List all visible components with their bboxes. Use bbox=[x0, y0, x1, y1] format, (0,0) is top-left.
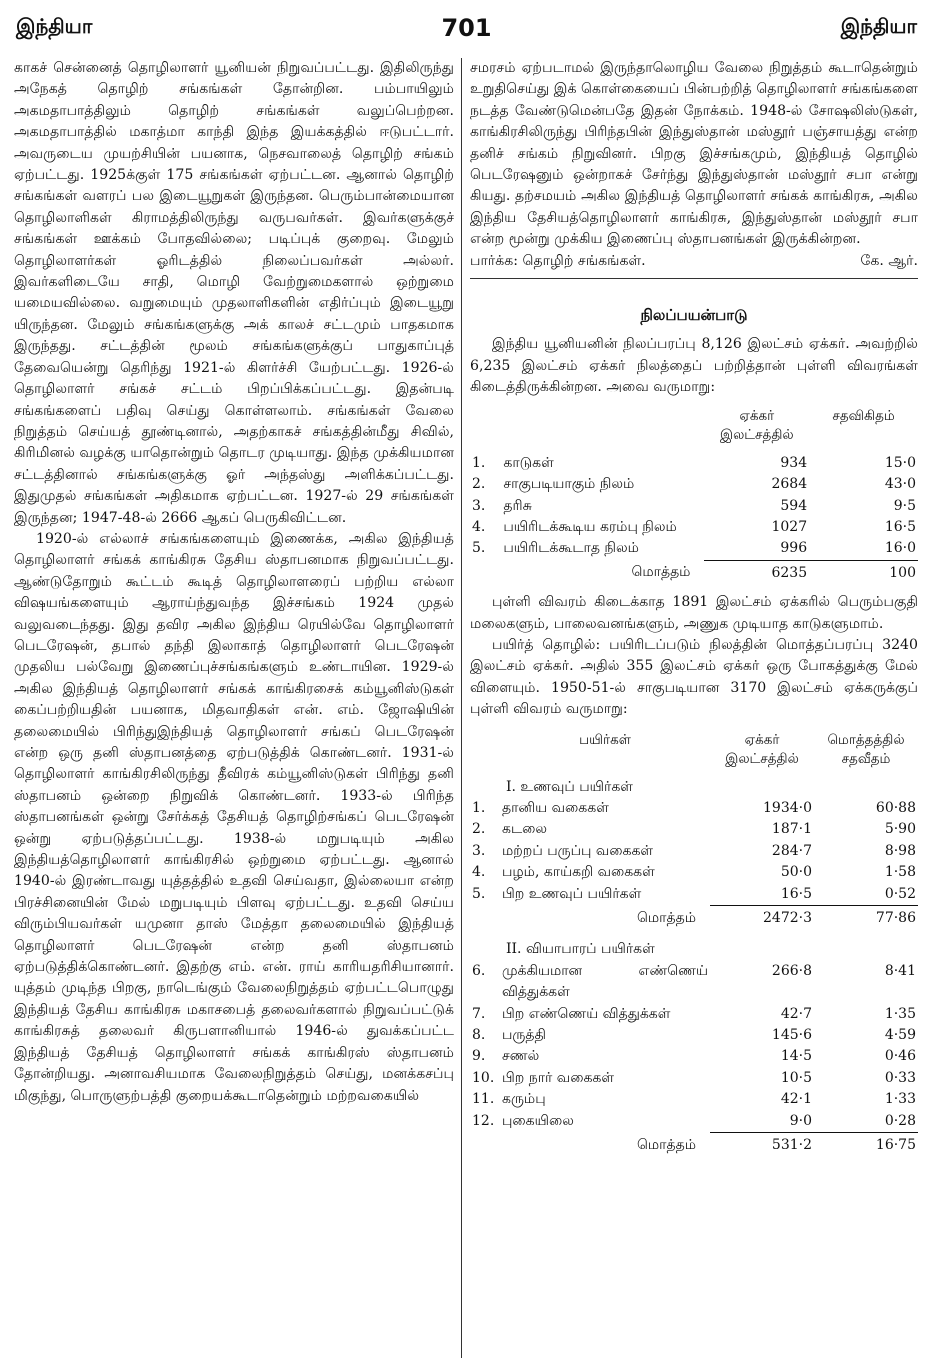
cell-acres: 1934·0 bbox=[763, 799, 812, 816]
row-number: 5. bbox=[472, 885, 486, 902]
cell-acres: 284·7 bbox=[771, 842, 812, 859]
total-row bbox=[470, 1133, 918, 1157]
table-row bbox=[470, 517, 918, 538]
row-label: கரும்பு bbox=[502, 1091, 546, 1108]
row-number: 3. bbox=[472, 842, 486, 859]
column-header: சதவிகிதம் bbox=[832, 407, 895, 424]
cell-percent: 1·33 bbox=[884, 1091, 916, 1108]
total-acres: 531·2 bbox=[710, 1133, 814, 1157]
row-number: 3. bbox=[472, 497, 486, 514]
cell-percent: 16·5 bbox=[884, 518, 916, 535]
table-row bbox=[470, 538, 918, 560]
land-use-table bbox=[470, 407, 918, 584]
table-row bbox=[470, 1025, 918, 1046]
row-number: 11. bbox=[472, 1091, 495, 1108]
column-divider bbox=[461, 58, 462, 1358]
row-label: புகையிலை bbox=[502, 1112, 574, 1129]
cell-percent: 43·0 bbox=[884, 476, 916, 493]
row-label: சாகுபடியாகும் நிலம் bbox=[503, 476, 635, 493]
total-acres: 2472·3 bbox=[710, 906, 814, 930]
table-row bbox=[470, 862, 918, 883]
row-number: 1. bbox=[472, 799, 486, 816]
right-column bbox=[470, 58, 918, 1156]
cell-percent: 1·35 bbox=[884, 1005, 916, 1022]
group-heading: I. உணவுப் பயிர்கள் bbox=[506, 778, 633, 795]
paragraph: பயிர்த் தொழில்: பயிரிடப்படும் நிலத்தின் மொத்தப்பரப்பு 3240 இலட்சம் ஏக்கர். அதில் 355 இலட்சம் ஏக்கர் ஒரு போகத்துக்கு மேல் விளையும். 1950-51-ல் சாகுபடியான 3170 இலட்சம் ஏக்கருக்குப் புள்ளி விவரம் வருமாறு: bbox=[470, 636, 918, 718]
table-row bbox=[470, 841, 918, 862]
paragraph: காகச் சென்னைத் தொழிலாளர் யூனியன் நிறுவப்பட்டது. இதிலிருந்து அநேகத் தொழிற் சங்கங்கள் தோன்றின. பம்பாயிலும் அகமதாபாத்திலும் தொழிற் சங்கங்கள் வலுப்பெற்றன. அகமதாபாத்தில் மகாத்மா காந்தி இந்த இயக்கத்தில் ஈடுபட்டார். அவருடைய முயற்சியின் பயனாக, நெசவாலைத் தொழிற் சங்கம் ஏற்பட்டது. 1925க்குள் 175 சங்கங்கள் ஏற்பட்டன. ஆனால் தொழிற் சங்கங்கள் வளரப் பல இடையூறுகள் இருந்தன. பெரும்பான்மையான தொழிலாளிகள் கிராமத்திலிருந்து வருபவர்கள். இவர்களுக்குச் சங்கங்கள் ஊக்கம் போதவில்லை; படிப்புக் குறைவு. மேலும் தொழிலாளர்கள் ஓரிடத்தில் நிலைப்பவர்கள் அல்லர். இவர்களிடையே சாதி, மொழி வேற்றுமைகளால் ஒற்றுமை யமையவில்லை. வறுமையும் முதலாளிகளின் எதிர்ப்பும் இடையூறு யிருந்தன. மேலும் சங்கங்களுக்கு அக் காலச் சட்டமும் பாதகமாக இருந்தது. சட்டத்தின் மூலம் சங்கங்களுக்குப் பாதுகாப்புத் தேவையென்று தெரிந்து 1921-ல் கிளர்ச்சி யேற்பட்டது. 1926-ல் தொழிலாளர் சங்கச் சட்டம் பிறப்பிக்கப்பட்டது. இதன்படி சங்கங்களைப் பதிவு செய்து கொள்ளலாம். சங்கங்கள் வேலை நிறுத்தம் செய்யத் தூண்டினால், அதற்காகச் சங்கத்தின்மீது சிவில், கிரிமினல் வழக்கு யாதொன்றும் தொடர முடியாது. இந்த முக்கியமான சட்டத்தினால் சங்கங்களுக்கு ஓர் அந்தஸ்து அளிக்கப்பட்டது. இதுமுதல் சங்கங்கள் அதிகமாக ஏற்பட்டன. 1927-ல் 29 சங்கங்கள் இருந்தன; 1947-48-ல் 2666 ஆகப் பெருகிவிட்டன. bbox=[14, 60, 454, 526]
article-end-rule bbox=[470, 278, 918, 279]
cell-acres: 934 bbox=[780, 454, 808, 471]
row-number: 12. bbox=[472, 1112, 495, 1129]
cell-acres: 42·1 bbox=[780, 1091, 812, 1108]
column-header: பயிர்கள் bbox=[579, 731, 631, 748]
total-label: மொத்தம் bbox=[637, 909, 696, 926]
cell-acres: 187·1 bbox=[771, 821, 812, 838]
total-row bbox=[470, 906, 918, 930]
cell-percent: 8·41 bbox=[884, 962, 916, 979]
row-number: 8. bbox=[472, 1027, 486, 1044]
see-also bbox=[470, 251, 918, 272]
table-row bbox=[470, 1111, 918, 1133]
row-number: 9. bbox=[472, 1048, 486, 1065]
running-head-right: இந்தியா bbox=[840, 14, 917, 38]
row-label: பழம், காய்கறி வகைகள் bbox=[502, 864, 655, 881]
row-label: கடலை bbox=[502, 821, 547, 838]
table-row bbox=[470, 884, 918, 906]
total-label: மொத்தம் bbox=[631, 564, 691, 581]
row-number: 4. bbox=[472, 864, 486, 881]
cell-acres: 2684 bbox=[771, 476, 808, 493]
paragraph: சமரசம் ஏற்படாமல் இருந்தாலொழிய வேலை நிறுத்தம் கூடாதென்றும் உறுதிசெய்து இக் கொள்கையைப் பின்பற்றித் தொழிலாளர் சங்கங்களை நடத்த வேண்டுமென்பதே இதன் நோக்கம். 1948-ல் சோஷலிஸ்டுகள், காங்கிரசிலிருந்து பிரிந்தபின் இந்துஸ்தான் மஸ்தூர் பஞ்சாயத்து என்ற தனிச் சங்கம் நிறுவினர். பிறகு இச்சங்கமும், இந்தியத் தொழில் பெடரேஷனும் ஒன்றாகச் சேர்ந்து இந்துஸ்தான் மஸ்தூர் சபா என்று கியது. தற்சமயம் அகில இந்தியத் தொழிலாளர் சங்கக் காங்கிரசு, அகில இந்திய தேசியத்தொழிலாளர் காங்கிரசு, இந்துஸ்தான் மஸ்தூர் சபா என்ற மூன்று முக்கிய இணைப்பு ஸ்தாபனங்கள் இருக்கின்றன. bbox=[470, 60, 918, 248]
table-row bbox=[470, 1004, 918, 1025]
cell-percent: 60·88 bbox=[875, 799, 916, 816]
row-label: பிற நார் வகைகள் bbox=[502, 1069, 614, 1086]
table-row bbox=[470, 1068, 918, 1089]
cell-percent: 4·59 bbox=[884, 1027, 916, 1044]
cell-percent: 15·0 bbox=[884, 454, 916, 471]
running-head-left: இந்தியா bbox=[16, 14, 93, 38]
cell-acres: 42·7 bbox=[780, 1005, 812, 1022]
row-number: 6. bbox=[472, 962, 486, 979]
row-label: பிற எண்ணெய் வித்துக்கள் bbox=[502, 1005, 671, 1022]
row-number: 10. bbox=[472, 1069, 495, 1086]
cell-percent: 5·90 bbox=[884, 821, 916, 838]
table-row bbox=[470, 496, 918, 517]
cell-percent: 8·98 bbox=[884, 842, 916, 859]
table-row bbox=[470, 961, 918, 1004]
paragraph: இந்திய யூனியனின் நிலப்பரப்பு 8,126 இலட்சம் ஏக்கர். அவற்றில் 6,235 இலட்சம் ஏக்கர் நிலத்தைப் பற்றித்தான் புள்ளி விவரங்கள் கிடைத்திருக்கின்றன. அவை வருமாறு: bbox=[470, 336, 918, 396]
see-also-text: பார்க்க: தொழிற் சங்கங்கள். bbox=[470, 252, 646, 269]
total-percent: 100 bbox=[809, 560, 918, 584]
page-number: 701 bbox=[441, 14, 492, 42]
row-number: 2. bbox=[472, 476, 486, 493]
cell-acres: 14·5 bbox=[780, 1048, 812, 1065]
paragraph: 1920-ல் எல்லாச் சங்கங்களையும் இணைக்க, அகில இந்தியத் தொழிலாளர் சங்கக் காங்கிரசு தேசிய ஸ்தாபனமாக நிறுவப்பட்டது. ஆண்டுதோறும் கூட்டம் கூடித் தொழிலாளரைப் பற்றிய எல்லா விஷயங்களையும் ஆராய்ந்துவந்த இச்சங்கம் 1924 முதல் வலுவடைந்தது. இது தவிர அகில இந்திய ரெயில்வே தொழிலாளர் பெடரேஷன், தபால் தந்தி இலாகாத் தொழிலாளர் பெடரேஷன் முதலிய பல்வேறு இணைப்புச்சங்கங்களும் உண்டாயின. 1929-ல் அகில இந்தியத் தொழிலாளர் சங்கக் காங்கிரசைக் கம்யூனிஸ்டுகள் கைப்பற்றியதின் பயனாக, மிதவாதிகள் என். எம். ஜோஷியின் தலைமையில் பிரிந்துஇந்தியத் தொழிலாளர் சங்கப் பெடரேஷன் என்ற ஒரு தனி ஸ்தாபனத்தை ஏற்படுத்திக் கொண்டனர். 1931-ல் தொழிலாளர் காங்கிரசிலிருந்து தீவிரக் கம்யூனிஸ்டுகள் பிரிந்து தனி ஸ்தாபனம் ஒன்றை நிறுவிக் கொண்டனர். 1933-ல் பிரிந்த ஸ்தாபனங்கள் ஒன்று சேர்க்கத் தேசியத் தொழிற்சங்கப் பெடரேஷன் ஒன்று ஏற்படுத்தப்பட்டது. 1938-ல் மறுபடியும் அகில இந்தியத்தொழிலாளர் காங்கிரசில் ஒற்றுமை ஏற்பட்டது. ஆனால் 1940-ல் இரண்டாவது யுத்தத்தில் உதவி செய்வதா, இல்லையா என்ற பிரச்சினையின் மேல் மறுபடியும் பிளவு ஏற்பட்டது. உதவி செய்ய விரும்பியவர்கள் யமுனா தாஸ் மேத்தா தலைமையில் இந்தியத் தொழிலாளர் பெடரேஷன் என்ற தனி ஸ்தாபனம் ஏற்படுத்திக்கொண்டனர். இதற்கு எம். என். ராய் காரியதரிசியானார். யுத்தம் முடிந்த பிறகு, நாடெங்கும் வேலைநிறுத்தம் ஏற்பட்டபொழுது இந்தியத் தேசிய காங்கிரசு மகாசபைத் தலைவர்களால் நிறுவப்பட்டுக் காங்கிரசுத் தலைவர் கிருபளானியால் 1946-ல் துவக்கப்பட்ட இந்தியத் தேசியத் தொழிலாளர் சங்கக் காங்கிரஸ் ஸ்தாபனம் தோன்றியது. அனாவசியமாக வேலைநிறுத்தம் செய்து, மனக்கசப்பு மிகுந்து, பொருளுற்பத்தி குறையக்கூடாதென்றும் மற்றவகையில் bbox=[14, 530, 454, 1104]
row-label: மற்றப் பருப்பு வகைகள் bbox=[502, 842, 654, 859]
total-percent: 77·86 bbox=[814, 906, 918, 930]
cell-acres: 996 bbox=[780, 540, 808, 557]
row-number: 4. bbox=[472, 518, 486, 535]
table-row bbox=[470, 474, 918, 495]
row-label: தானிய வகைகள் bbox=[502, 799, 609, 816]
cell-percent: 9·5 bbox=[893, 497, 916, 514]
table-row bbox=[470, 819, 918, 840]
paragraph: புள்ளி விவரம் கிடைக்காத 1891 இலட்சம் ஏக்கரில் பெரும்பகுதி மலைகளும், பாலைவனங்களும், அணுக முடியாத காடுகளுமாம். bbox=[470, 594, 918, 632]
crop-table bbox=[470, 731, 918, 1157]
total-row bbox=[470, 560, 918, 584]
cell-acres: 145·6 bbox=[771, 1027, 812, 1044]
table-row bbox=[470, 1089, 918, 1110]
row-label: முக்கியமான எண்ணெய் வித்துக்கள் bbox=[502, 962, 708, 1001]
total-percent: 16·75 bbox=[814, 1133, 918, 1157]
cell-acres: 266·8 bbox=[771, 962, 812, 979]
row-label: தரிசு bbox=[503, 497, 532, 514]
row-number: 7. bbox=[472, 1005, 486, 1022]
column-header: ஏக்கர் இலட்சத்தில் bbox=[719, 407, 794, 443]
cell-acres: 594 bbox=[780, 497, 808, 514]
row-label: பிற உணவுப் பயிர்கள் bbox=[502, 885, 642, 902]
row-label: பயிரிடக்கூடிய கரம்பு நிலம் bbox=[503, 518, 677, 535]
cell-percent: 0·28 bbox=[884, 1112, 916, 1129]
cell-percent: 16·0 bbox=[884, 540, 916, 557]
cell-acres: 16·5 bbox=[780, 885, 812, 902]
row-label: பருத்தி bbox=[502, 1027, 546, 1044]
table-row bbox=[470, 453, 918, 474]
total-acres: 6235 bbox=[704, 560, 809, 584]
cell-acres: 1027 bbox=[771, 518, 808, 535]
table-row bbox=[470, 1046, 918, 1067]
cell-acres: 50·0 bbox=[780, 864, 812, 881]
section-heading: நிலப்பயன்பாடு bbox=[640, 306, 748, 325]
total-label: மொத்தம் bbox=[637, 1136, 696, 1153]
row-number: 1. bbox=[472, 454, 486, 471]
row-label: சணல் bbox=[502, 1048, 540, 1065]
column-header: மொத்தத்தில் சதவீதம் bbox=[827, 731, 905, 767]
cell-acres: 9·0 bbox=[789, 1112, 812, 1129]
cell-percent: 0·46 bbox=[884, 1048, 916, 1065]
cell-acres: 10·5 bbox=[780, 1069, 812, 1086]
row-number: 2. bbox=[472, 821, 486, 838]
author-initials: கே. ஆர். bbox=[860, 252, 918, 269]
cell-percent: 0·52 bbox=[884, 885, 916, 902]
cell-percent: 1·58 bbox=[884, 864, 916, 881]
row-label: காடுகள் bbox=[503, 454, 554, 471]
cell-percent: 0·33 bbox=[884, 1069, 916, 1086]
left-column bbox=[14, 58, 454, 1107]
table-row bbox=[470, 798, 918, 819]
row-label: பயிரிடக்கூடாத நிலம் bbox=[503, 540, 639, 557]
row-number: 5. bbox=[472, 540, 486, 557]
column-header: ஏக்கர் இலட்சத்தில் bbox=[725, 731, 799, 767]
group-heading: II. வியாபாரப் பயிர்கள் bbox=[506, 941, 655, 958]
